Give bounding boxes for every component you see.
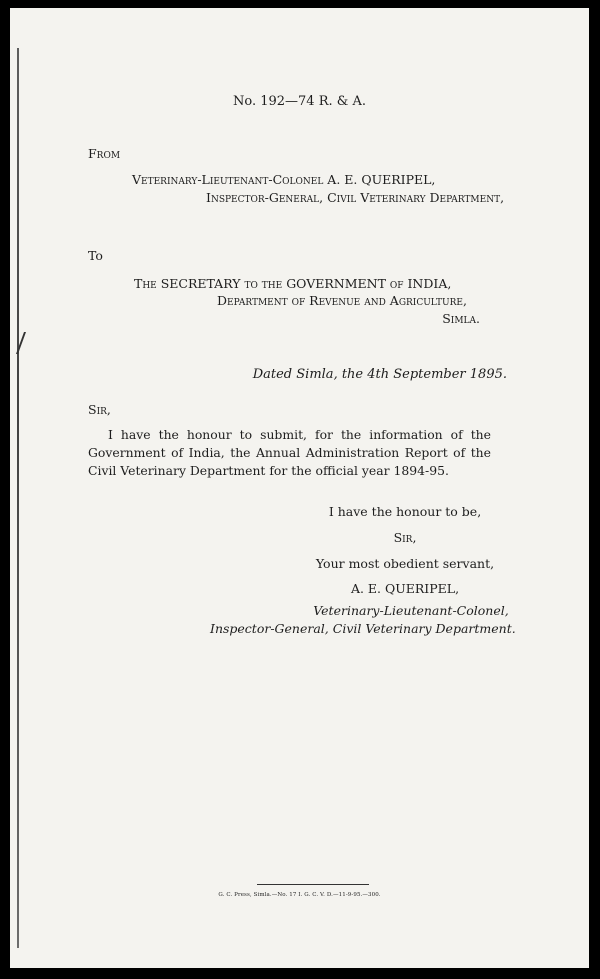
recipient-department: Department of Revenue and Agriculture, bbox=[217, 293, 467, 308]
signatory-office: Inspector-General, Civil Veterinary Department. bbox=[210, 621, 516, 636]
date-line: Dated Simla, the 4th September 1895. bbox=[252, 367, 507, 382]
salutation: Sir, bbox=[88, 402, 111, 417]
reference-number: No. 192—74 R. & A. bbox=[232, 94, 366, 109]
footer-rule bbox=[257, 884, 369, 885]
signatory-rank: Veterinary-Lieutenant-Colonel, bbox=[313, 603, 509, 618]
from-label: From bbox=[88, 146, 121, 161]
closing-line: I have the honour to be, bbox=[328, 504, 482, 519]
sender-title: Inspector-General, Civil Veterinary Department, bbox=[206, 190, 505, 205]
letter-body: I have the honour to submit, for the information of the Government of India, the Annual Administration Report of the Civil Veterinary Department for the official year 1894-95. bbox=[88, 427, 491, 478]
sender-name: Veterinary-Lieutenant-Colonel A. E. QUERIPEL, bbox=[132, 172, 436, 187]
closing-sir: Sir, bbox=[393, 530, 417, 545]
recipient-location: Simla. bbox=[442, 311, 480, 326]
to-label: To bbox=[88, 248, 103, 263]
signatory-name: A. E. QUERIPEL, bbox=[350, 581, 460, 596]
recipient-name: The SECRETARY to the GOVERNMENT of INDIA, bbox=[134, 276, 452, 291]
closing-servant: Your most obedient servant, bbox=[315, 556, 495, 571]
document-page bbox=[10, 8, 589, 968]
printer-imprint: G. C. Press, Simla.—No. 17 I. G. C. V. D.—11-9-95.—300. bbox=[218, 892, 381, 898]
binding-mark bbox=[16, 332, 38, 354]
binding-edge bbox=[17, 48, 19, 948]
